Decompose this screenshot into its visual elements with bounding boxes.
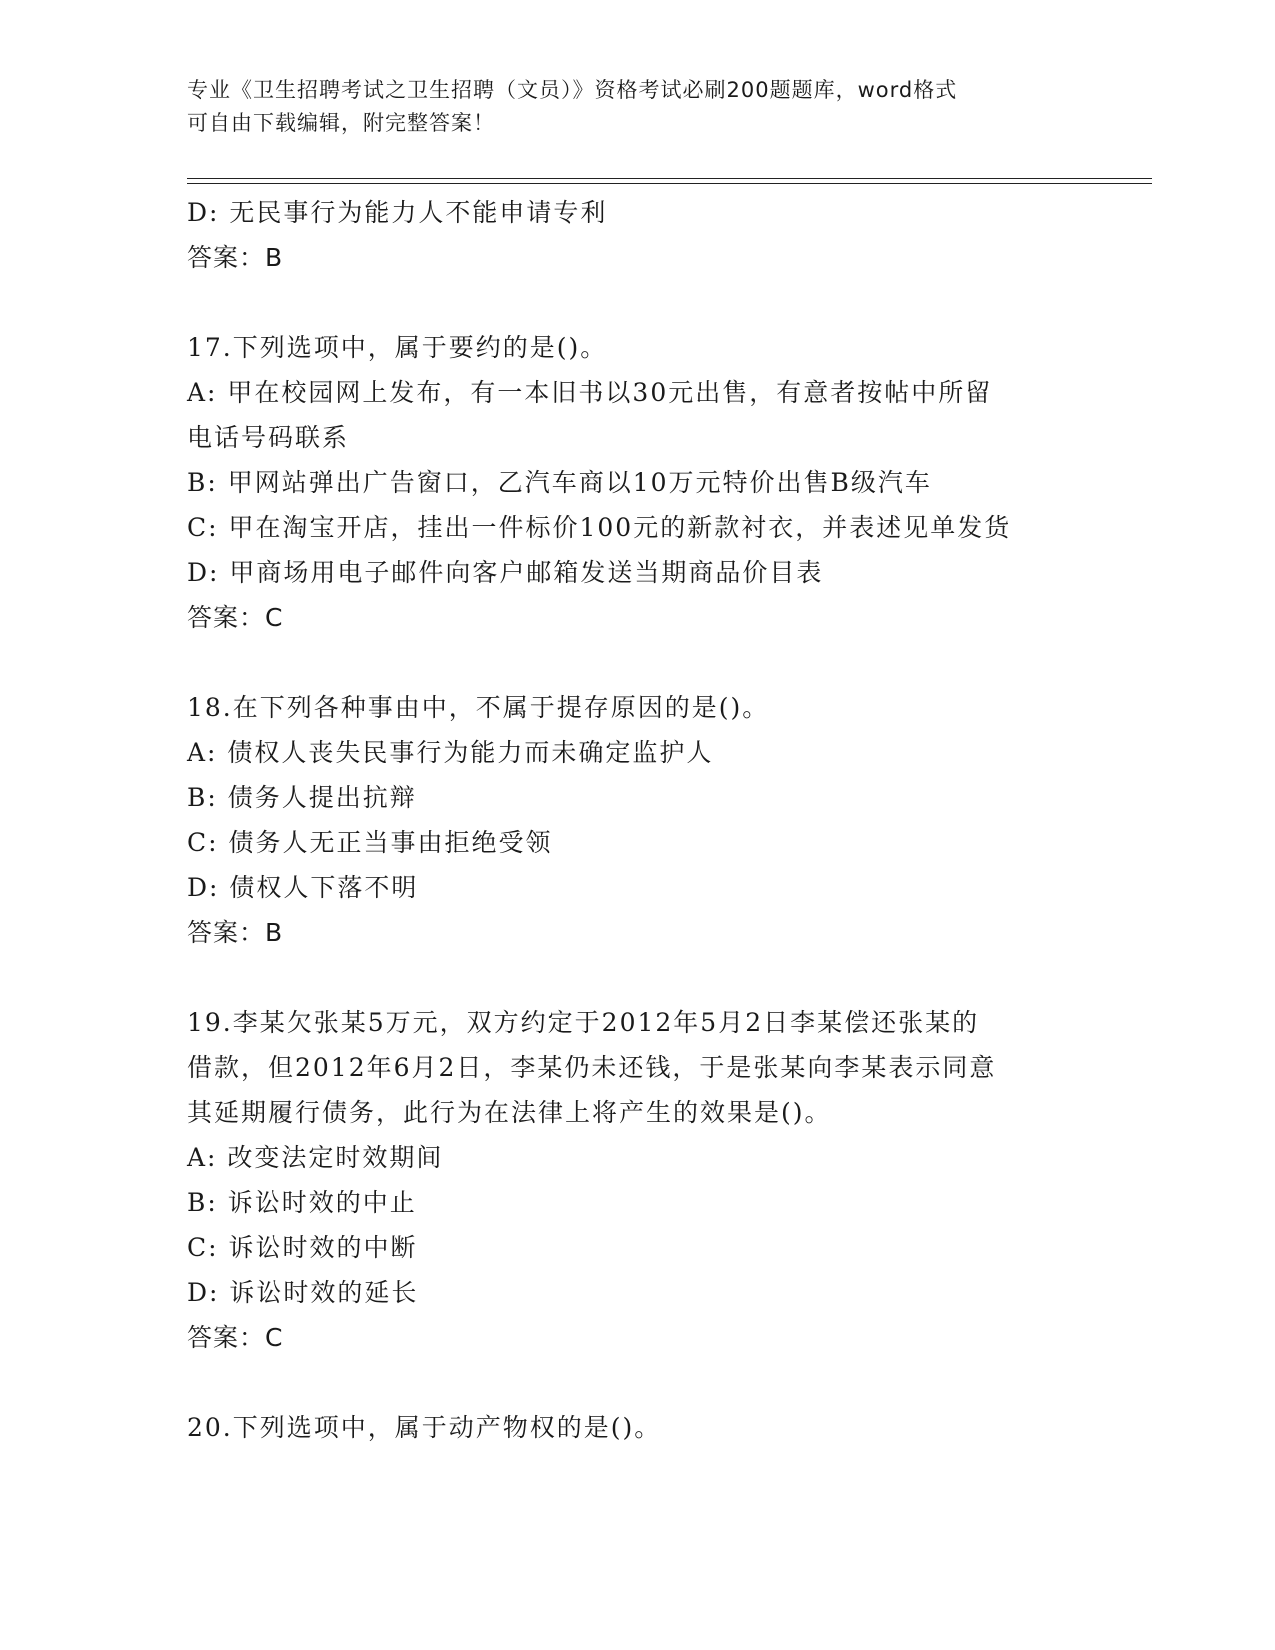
option-d-q16: D: 无民事行为能力人不能申请专利 <box>187 198 608 227</box>
question-19-cont-2: 其延期履行债务，此行为在法律上将产生的效果是()。 <box>187 1098 832 1127</box>
question-20: 20.下列选项中，属于动产物权的是()。 <box>187 1413 662 1442</box>
question-17: 17.下列选项中，属于要约的是()。 <box>187 333 608 362</box>
header-divider-top <box>187 178 1152 179</box>
option-a-q17-cont: 电话号码联系 <box>187 423 350 452</box>
option-b-q19: B: 诉讼时效的中止 <box>187 1188 417 1217</box>
option-c-q17: C: 甲在淘宝开店，挂出一件标价100元的新款衬衣，并表述见单发货 <box>187 513 1012 542</box>
option-a-q17: A: 甲在校园网上发布，有一本旧书以30元出售，有意者按帖中所留 <box>187 378 993 407</box>
option-a-q18: A: 债权人丧失民事行为能力而未确定监护人 <box>187 738 714 767</box>
option-d-q17: D: 甲商场用电子邮件向客户邮箱发送当期商品价目表 <box>187 558 824 587</box>
option-a-q19: A: 改变法定时效期间 <box>187 1143 444 1172</box>
question-19-cont-1: 借款，但2012年6月2日，李某仍未还钱，于是张某向李某表示同意 <box>187 1053 997 1082</box>
header-line-1: 专业《卫生招聘考试之卫生招聘（文员）》资格考试必刷200题题库，word格式 <box>187 78 958 102</box>
option-c-q19: C: 诉讼时效的中断 <box>187 1233 418 1262</box>
document-header <box>187 74 1067 140</box>
option-b-q17: B: 甲网站弹出广告窗口，乙汽车商以10万元特价出售B级汽车 <box>187 468 932 497</box>
option-b-q18: B: 债务人提出抗辩 <box>187 783 417 812</box>
question-18: 18.在下列各种事由中，不属于提存原因的是()。 <box>187 693 770 722</box>
option-c-q18: C: 债务人无正当事由拒绝受领 <box>187 828 553 857</box>
answer-q16: 答案：B <box>187 243 284 272</box>
option-d-q18: D: 债权人下落不明 <box>187 873 419 902</box>
question-19: 19.李某欠张某5万元，双方约定于2012年5月2日李某偿还张某的 <box>187 1008 980 1037</box>
answer-q17: 答案：C <box>187 603 284 632</box>
header-line-2: 可自由下载编辑，附完整答案！ <box>187 111 495 135</box>
answer-q19: 答案：C <box>187 1323 284 1352</box>
header-divider-bottom <box>187 183 1152 184</box>
option-d-q19: D: 诉讼时效的延长 <box>187 1278 419 1307</box>
answer-q18: 答案：B <box>187 918 284 947</box>
